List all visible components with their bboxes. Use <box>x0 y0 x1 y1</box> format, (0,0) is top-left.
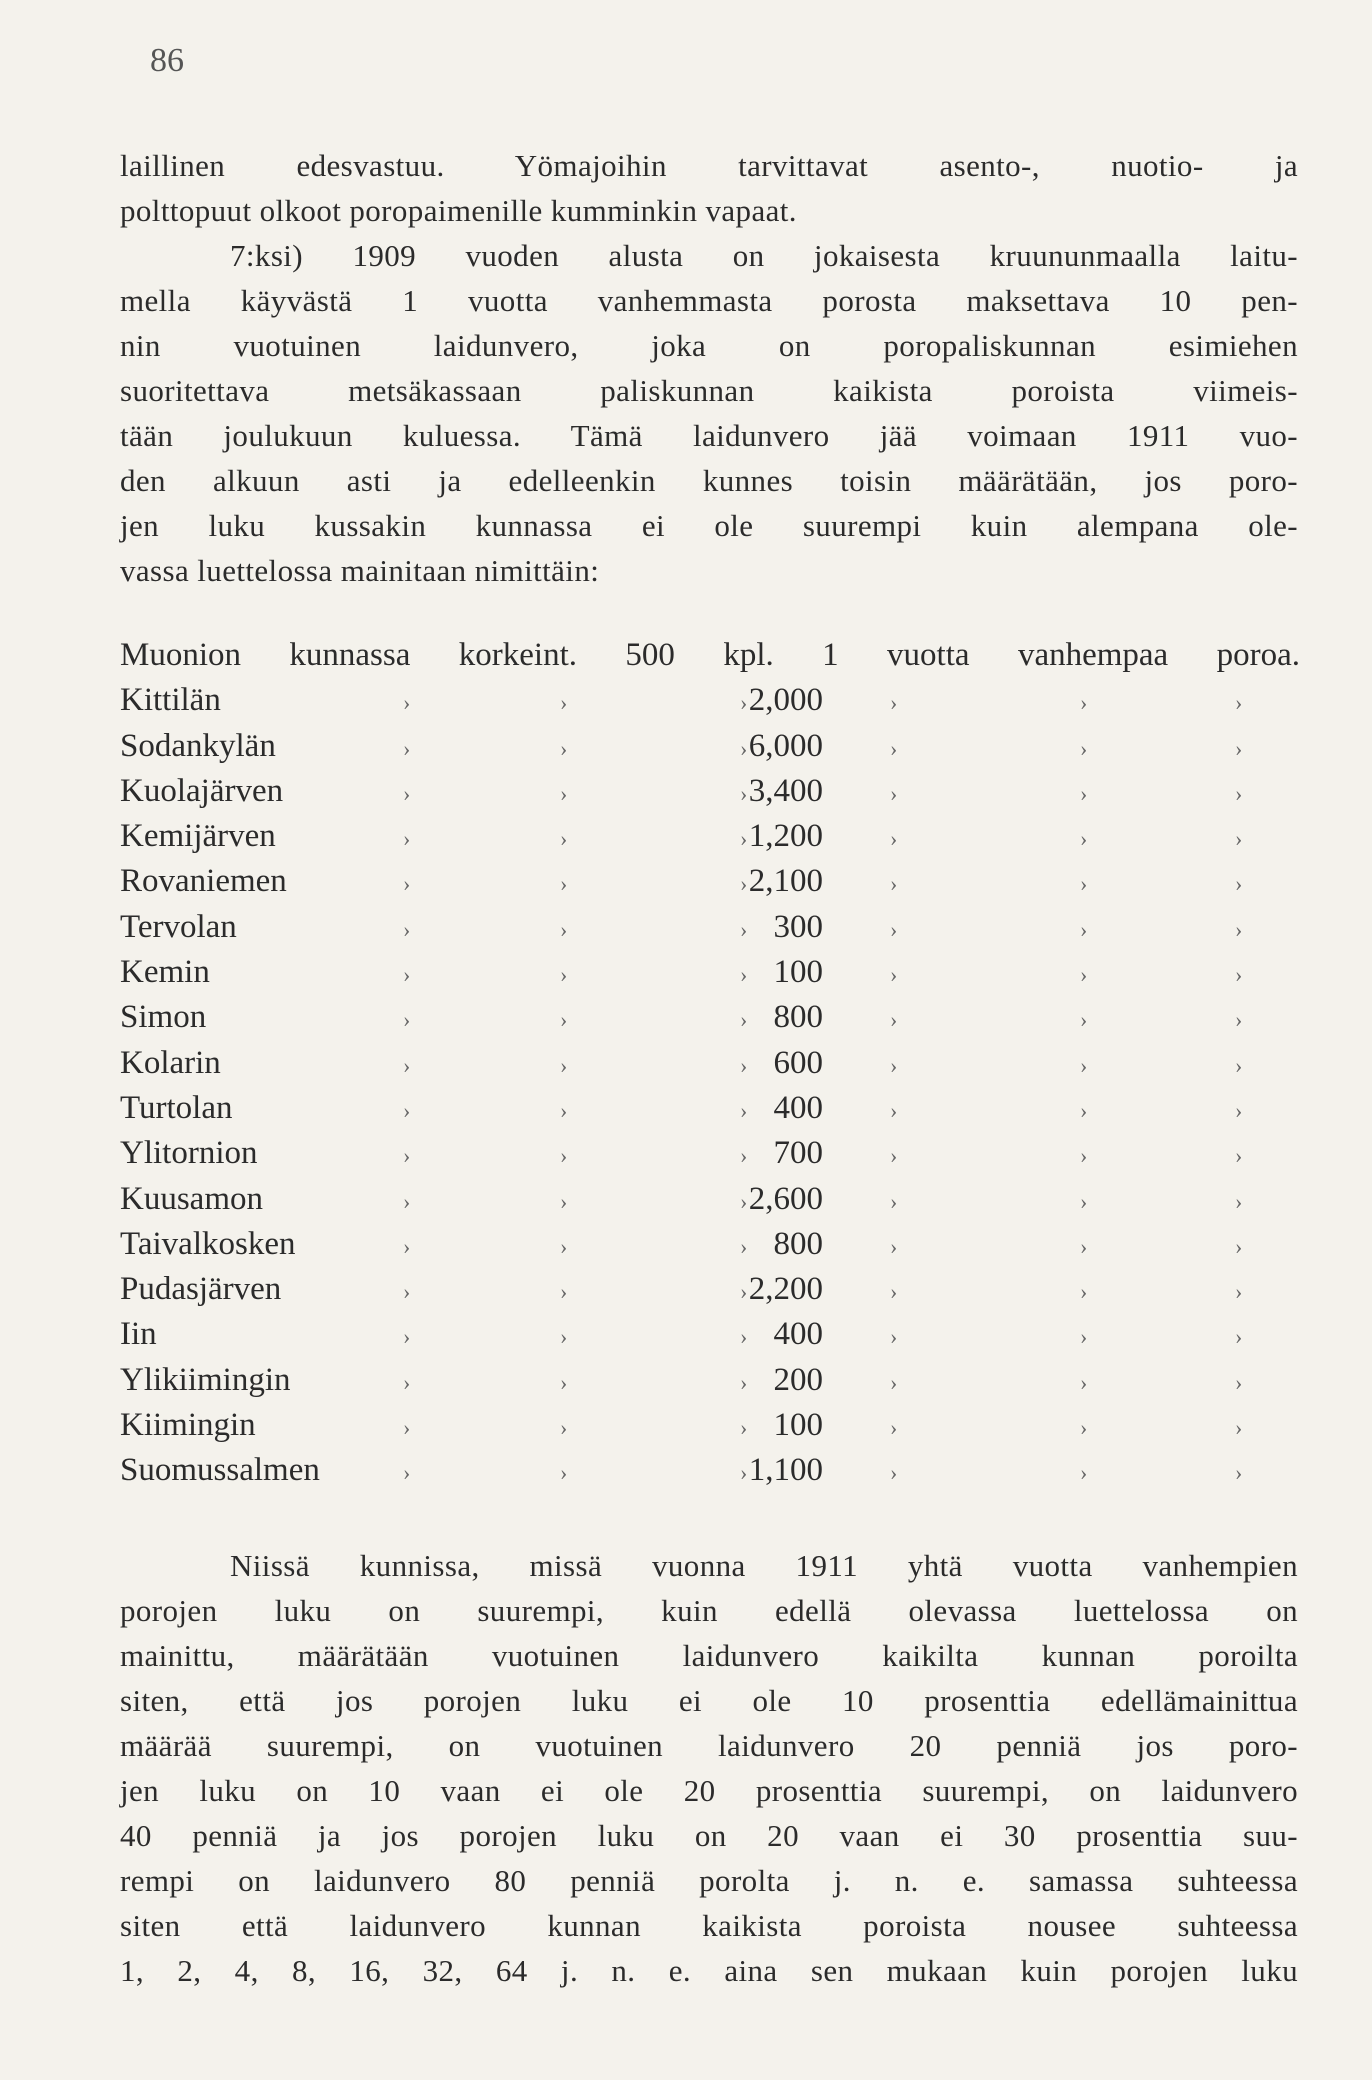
reindeer-count: 100 <box>773 1407 823 1444</box>
text-line: siten että laidunvero kunnan kaikista poroista nousee suhteessa <box>120 1908 1298 1943</box>
ditto-mark: › <box>1080 1188 1088 1214</box>
ditto-mark: › <box>560 916 568 942</box>
ditto-mark: › <box>560 1324 568 1350</box>
reindeer-limit-table <box>120 637 1300 1498</box>
ditto-mark: › <box>1080 1052 1088 1078</box>
ditto-mark: › <box>890 1415 898 1441</box>
municipality-name: Suomussalmen <box>120 1452 320 1489</box>
ditto-mark: › <box>890 780 898 806</box>
table-row <box>120 1181 1300 1226</box>
ditto-mark: › <box>403 916 411 942</box>
reindeer-count: 3,400 <box>748 772 823 809</box>
table-row <box>120 1362 1300 1407</box>
ditto-mark: › <box>740 871 748 897</box>
municipality-name: Simon <box>120 999 207 1036</box>
municipality-name: Kiimingin <box>120 1407 256 1444</box>
table-header-row <box>120 637 1300 682</box>
ditto-mark: › <box>890 1052 898 1078</box>
ditto-mark: › <box>1080 780 1088 806</box>
text-line: määrää suurempi, on vuotuinen laidunvero 20 penniä jos poro- <box>120 1728 1298 1763</box>
ditto-mark: › <box>1080 916 1088 942</box>
ditto-mark: › <box>1235 1188 1243 1214</box>
ditto-mark: › <box>890 962 898 988</box>
ditto-mark: › <box>890 690 898 716</box>
ditto-mark: › <box>1080 1233 1088 1259</box>
ditto-mark: › <box>740 735 748 761</box>
ditto-mark: › <box>1235 690 1243 716</box>
ditto-mark: › <box>740 1369 748 1395</box>
ditto-mark: › <box>1080 1279 1088 1305</box>
ditto-mark: › <box>890 1279 898 1305</box>
text-line: jen luku kussakin kunnassa ei ole suurempi kuin alempana ole- <box>120 508 1298 543</box>
ditto-mark: › <box>560 1233 568 1259</box>
ditto-mark: › <box>890 1324 898 1350</box>
municipality-name: Iin <box>120 1316 157 1353</box>
ditto-mark: › <box>1235 1052 1243 1078</box>
municipality-name: Turtolan <box>120 1089 233 1126</box>
table-row <box>120 1090 1300 1135</box>
ditto-mark: › <box>560 962 568 988</box>
ditto-mark: › <box>740 1188 748 1214</box>
reindeer-count: 800 <box>773 1225 823 1262</box>
ditto-mark: › <box>560 1097 568 1123</box>
ditto-mark: › <box>1080 1007 1088 1033</box>
ditto-mark: › <box>740 690 748 716</box>
ditto-mark: › <box>403 1143 411 1169</box>
ditto-mark: › <box>560 780 568 806</box>
ditto-mark: › <box>560 1460 568 1486</box>
ditto-mark: › <box>1080 871 1088 897</box>
ditto-mark: › <box>740 1460 748 1486</box>
table-row <box>120 1316 1300 1361</box>
table-row <box>120 1452 1300 1497</box>
reindeer-count: 200 <box>773 1361 823 1398</box>
ditto-mark: › <box>890 1143 898 1169</box>
text-line: jen luku on 10 vaan ei ole 20 prosenttia suurempi, on laidunvero <box>120 1773 1298 1808</box>
ditto-mark: › <box>740 1007 748 1033</box>
text-line: nin vuotuinen laidunvero, joka on poropaliskunnan esimiehen <box>120 328 1298 363</box>
ditto-mark: › <box>403 962 411 988</box>
ditto-mark: › <box>740 1143 748 1169</box>
ditto-mark: › <box>560 1007 568 1033</box>
text-line: polttopuut olkoot poropaimenille kumminkin vapaat. <box>120 193 797 228</box>
reindeer-count: 2,000 <box>748 682 823 719</box>
reindeer-count: 100 <box>773 954 823 991</box>
text-line: porojen luku on suurempi, kuin edellä olevassa luettelossa on <box>120 1593 1298 1628</box>
ditto-mark: › <box>403 780 411 806</box>
reindeer-count: 1,200 <box>748 818 823 855</box>
ditto-mark: › <box>740 1279 748 1305</box>
ditto-mark: › <box>560 1415 568 1441</box>
ditto-mark: › <box>1235 871 1243 897</box>
ditto-mark: › <box>560 735 568 761</box>
ditto-mark: › <box>403 1324 411 1350</box>
table-row <box>120 863 1300 908</box>
table-row <box>120 682 1300 727</box>
ditto-mark: › <box>1235 1007 1243 1033</box>
table-row <box>120 773 1300 818</box>
municipality-name: Ylikiimingin <box>120 1361 291 1398</box>
ditto-mark: › <box>1235 962 1243 988</box>
text-line: mella käyvästä 1 vuotta vanhemmasta porosta maksettava 10 pen- <box>120 283 1298 318</box>
ditto-mark: › <box>560 1279 568 1305</box>
ditto-mark: › <box>740 1052 748 1078</box>
text-line: tään joulukuun kuluessa. Tämä laidunvero jää voimaan 1911 vuo- <box>120 418 1298 453</box>
ditto-mark: › <box>403 735 411 761</box>
ditto-mark: › <box>740 1415 748 1441</box>
ditto-mark: › <box>1080 826 1088 852</box>
table-row <box>120 1135 1300 1180</box>
table-row <box>120 728 1300 773</box>
ditto-mark: › <box>1080 1143 1088 1169</box>
ditto-mark: › <box>1235 1233 1243 1259</box>
ditto-mark: › <box>1080 1460 1088 1486</box>
ditto-mark: › <box>560 1188 568 1214</box>
municipality-name: Taivalkosken <box>120 1225 296 1262</box>
table-row <box>120 1045 1300 1090</box>
text-line: 7:ksi) 1909 vuoden alusta on jokaisesta kruununmaalla laitu- <box>230 238 1298 273</box>
paragraph-bottom <box>120 1543 1298 1993</box>
ditto-mark: › <box>890 1233 898 1259</box>
ditto-mark: › <box>403 1188 411 1214</box>
paragraph-top <box>120 143 1298 593</box>
ditto-mark: › <box>1080 690 1088 716</box>
reindeer-count: 2,100 <box>748 863 823 900</box>
municipality-name: Kittilän <box>120 682 221 719</box>
ditto-mark: › <box>1080 962 1088 988</box>
ditto-mark: › <box>403 1097 411 1123</box>
municipality-name: Kolarin <box>120 1044 221 1081</box>
table-row <box>120 909 1300 954</box>
table-row <box>120 1407 1300 1452</box>
ditto-mark: › <box>1080 1369 1088 1395</box>
ditto-mark: › <box>890 735 898 761</box>
ditto-mark: › <box>560 826 568 852</box>
ditto-mark: › <box>403 1007 411 1033</box>
ditto-mark: › <box>1080 1097 1088 1123</box>
municipality-name: Tervolan <box>120 908 237 945</box>
text-line: 1, 2, 4, 8, 16, 32, 64 j. n. e. aina sen mukaan kuin porojen luku <box>120 1953 1298 1988</box>
ditto-mark: › <box>560 1052 568 1078</box>
ditto-mark: › <box>1080 735 1088 761</box>
ditto-mark: › <box>1235 780 1243 806</box>
reindeer-count: 600 <box>773 1044 823 1081</box>
ditto-mark: › <box>560 1369 568 1395</box>
ditto-mark: › <box>403 1233 411 1259</box>
table-row <box>120 999 1300 1044</box>
ditto-mark: › <box>890 1097 898 1123</box>
text-line: mainittu, määrätään vuotuinen laidunvero kaikilta kunnan poroilta <box>120 1638 1298 1673</box>
table-row <box>120 1271 1300 1316</box>
text-line: 40 penniä ja jos porojen luku on 20 vaan ei 30 prosenttia suu- <box>120 1818 1298 1853</box>
table-row <box>120 818 1300 863</box>
ditto-mark: › <box>740 780 748 806</box>
ditto-mark: › <box>890 1188 898 1214</box>
ditto-mark: › <box>1080 1415 1088 1441</box>
ditto-mark: › <box>403 1052 411 1078</box>
ditto-mark: › <box>1235 1097 1243 1123</box>
table-row <box>120 1226 1300 1271</box>
ditto-mark: › <box>740 962 748 988</box>
text-line: rempi on laidunvero 80 penniä porolta j. n. e. samassa suhteessa <box>120 1863 1298 1898</box>
text-line: siten, että jos porojen luku ei ole 10 prosenttia edellämainittua <box>120 1683 1298 1718</box>
reindeer-count: 2,600 <box>748 1180 823 1217</box>
ditto-mark: › <box>890 916 898 942</box>
reindeer-count: 400 <box>773 1089 823 1126</box>
ditto-mark: › <box>1235 1324 1243 1350</box>
ditto-mark: › <box>1235 826 1243 852</box>
ditto-mark: › <box>890 1369 898 1395</box>
ditto-mark: › <box>403 690 411 716</box>
municipality-name: Pudasjärven <box>120 1271 282 1308</box>
reindeer-count: 300 <box>773 908 823 945</box>
reindeer-count: 2,200 <box>748 1271 823 1308</box>
ditto-mark: › <box>1235 1415 1243 1441</box>
ditto-mark: › <box>740 826 748 852</box>
municipality-name: Kuusamon <box>120 1180 263 1217</box>
reindeer-count: 1,100 <box>748 1452 823 1489</box>
ditto-mark: › <box>403 1279 411 1305</box>
municipality-name: Sodankylän <box>120 727 276 764</box>
ditto-mark: › <box>740 1097 748 1123</box>
page-number: 86 <box>150 42 184 79</box>
ditto-mark: › <box>1235 916 1243 942</box>
ditto-mark: › <box>560 1143 568 1169</box>
municipality-name: Rovaniemen <box>120 863 287 900</box>
ditto-mark: › <box>403 826 411 852</box>
ditto-mark: › <box>890 1007 898 1033</box>
municipality-name: Kuolajärven <box>120 772 284 809</box>
table-row <box>120 954 1300 999</box>
municipality-name: Kemin <box>120 954 210 991</box>
text-line: laillinen edesvastuu. Yömajoihin tarvittavat asento-, nuotio- ja <box>120 148 1298 183</box>
ditto-mark: › <box>1080 1324 1088 1350</box>
ditto-mark: › <box>740 916 748 942</box>
ditto-mark: › <box>560 690 568 716</box>
ditto-mark: › <box>403 1369 411 1395</box>
municipality-name: Kemijärven <box>120 818 276 855</box>
text-line: vassa luettelossa mainitaan nimittäin: <box>120 553 600 588</box>
ditto-mark: › <box>890 871 898 897</box>
text-line: den alkuun asti ja edelleenkin kunnes toisin määrätään, jos poro- <box>120 463 1298 498</box>
ditto-mark: › <box>1235 1279 1243 1305</box>
ditto-mark: › <box>403 1415 411 1441</box>
ditto-mark: › <box>740 1324 748 1350</box>
reindeer-count: 6,000 <box>748 727 823 764</box>
ditto-mark: › <box>560 871 568 897</box>
reindeer-count: 800 <box>773 999 823 1036</box>
reindeer-count: 400 <box>773 1316 823 1353</box>
table-header-text: Muonion kunnassa korkeint. 500 kpl. 1 vuotta vanhempaa poroa. <box>120 637 1300 673</box>
ditto-mark: › <box>1235 1369 1243 1395</box>
ditto-mark: › <box>1235 1460 1243 1486</box>
ditto-mark: › <box>890 826 898 852</box>
text-line: Niissä kunnissa, missä vuonna 1911 yhtä vuotta vanhempien <box>230 1548 1298 1583</box>
ditto-mark: › <box>890 1460 898 1486</box>
ditto-mark: › <box>740 1233 748 1259</box>
ditto-mark: › <box>1235 1143 1243 1169</box>
reindeer-count: 700 <box>773 1135 823 1172</box>
municipality-name: Ylitornion <box>120 1135 258 1172</box>
ditto-mark: › <box>403 871 411 897</box>
text-line: suoritettava metsäkassaan paliskunnan kaikista poroista viimeis- <box>120 373 1298 408</box>
ditto-mark: › <box>1235 735 1243 761</box>
ditto-mark: › <box>403 1460 411 1486</box>
